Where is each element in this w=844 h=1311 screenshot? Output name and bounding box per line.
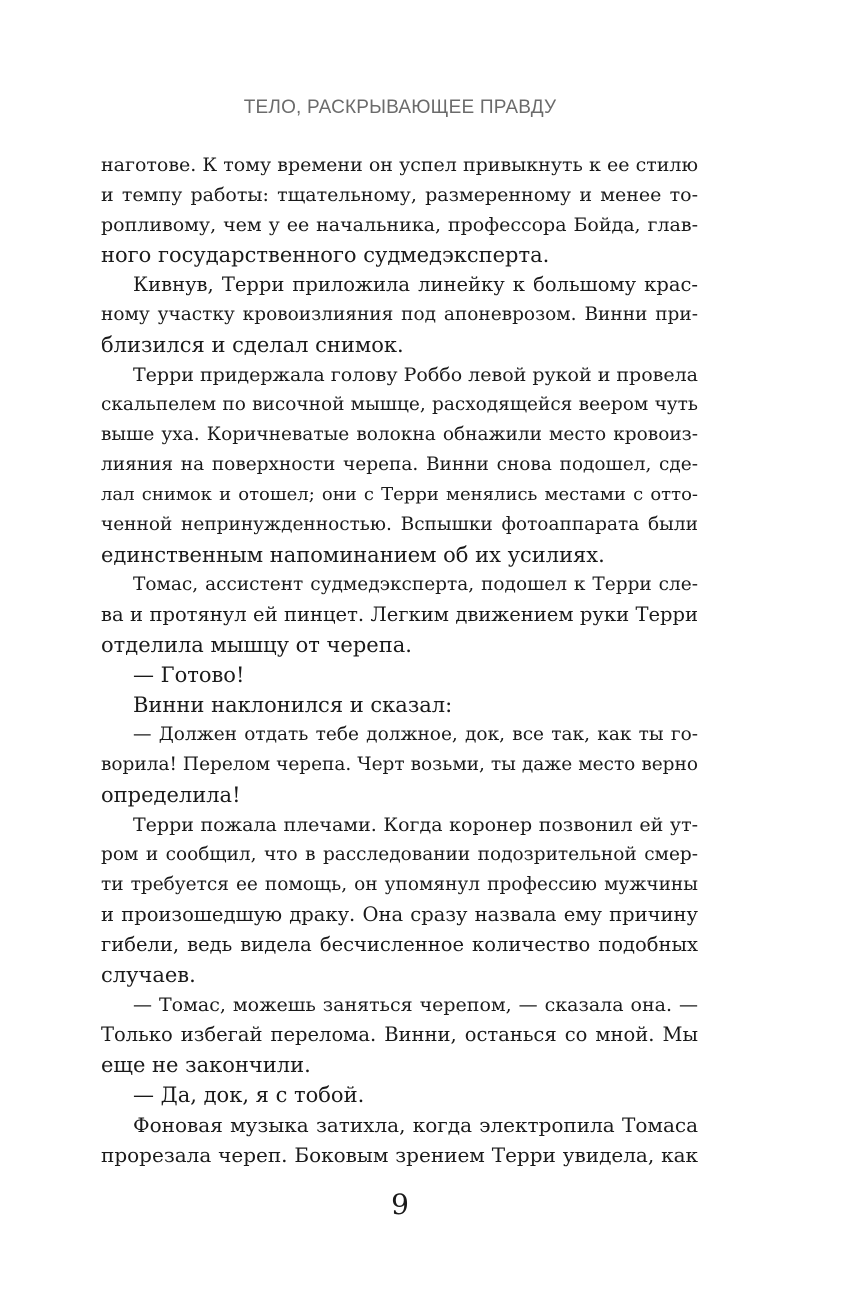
text-line: — Томас, можешь заняться черепом, — сказала она. — [133, 994, 698, 1016]
text-line: гибели, ведь видела бесчисленное количество подобных [101, 933, 698, 956]
text-line: ропливому, чем у ее начальника, профессора Бойда, глав- [101, 214, 698, 236]
text-line: близился и сделал снимок. [101, 333, 404, 357]
text-line: — Должен отдать тебе должное, док, все так, как ты го- [133, 724, 698, 745]
text-line: Терри придержала голову Роббо левой рукой и провела [133, 364, 698, 386]
text-line: лал снимок и отошел; они с Терри менялись местами с отто- [101, 484, 698, 505]
text-line: и произошедшую драку. Она сразу назвала ему причину [101, 903, 698, 926]
text-line: ченной непринужденностью. Вспышки фотоаппарата были [101, 514, 698, 535]
text-line: случаев. [101, 963, 196, 987]
text-line: ва и протянул ей пинцет. Легким движением руки Терри [101, 603, 698, 626]
text-line: ром и сообщил, что в расследовании подозрительной смер- [101, 844, 698, 865]
body-text [101, 150, 698, 1170]
text-line: Винни наклонился и сказал: [133, 693, 453, 717]
text-line: Томас, ассистент судмедэксперта, подошел к Терри сле- [133, 574, 698, 595]
page-number: 9 [391, 1188, 409, 1221]
text-line: и темпу работы: тщательному, размеренному и менее то- [101, 184, 698, 206]
text-line: Терри пожала плечами. Когда коронер позвонил ей ут- [133, 814, 698, 836]
text-line: выше уха. Коричневатые волокна обнажили место кровоиз- [101, 424, 698, 445]
text-line: отделила мышцу от черепа. [101, 633, 412, 657]
text-line: еще не закончили. [101, 1053, 311, 1077]
text-line: Только избегай перелома. Винни, останься со мной. Мы [101, 1023, 698, 1046]
text-line: определила! [101, 783, 241, 807]
text-line: Кивнув, Терри приложила линейку к большому крас- [133, 273, 698, 296]
text-line: наготове. К тому времени он успел привыкнуть к ее стилю [101, 154, 698, 176]
text-line: — Да, док, я с тобой. [133, 1083, 365, 1107]
text-line: ворила! Перелом черепа. Черт возьми, ты даже место верно [101, 754, 698, 775]
text-line: Фоновая музыка затихла, когда электропила Томаса [133, 1113, 698, 1137]
text-line: — Готово! [133, 663, 245, 687]
text-line: скальпелем по височной мышце, расходящейся веером чуть [101, 394, 698, 415]
text-line: ти требуется ее помощь, он упомянул профессию мужчины [101, 874, 698, 895]
running-head: ТЕЛО, РАСКРЫВАЮЩЕЕ ПРАВДУ [243, 97, 557, 118]
text-line: ному участку кровоизлияния под апоневрозом. Винни при- [101, 304, 698, 325]
text-line: лияния на поверхности черепа. Винни снова подошел, сде- [101, 454, 698, 475]
text-line: прорезала череп. Боковым зрением Терри увидела, как [101, 1143, 698, 1167]
text-line: ного государственного судмедэксперта. [101, 243, 550, 267]
text-line: единственным напоминанием об их усилиях. [101, 543, 605, 567]
